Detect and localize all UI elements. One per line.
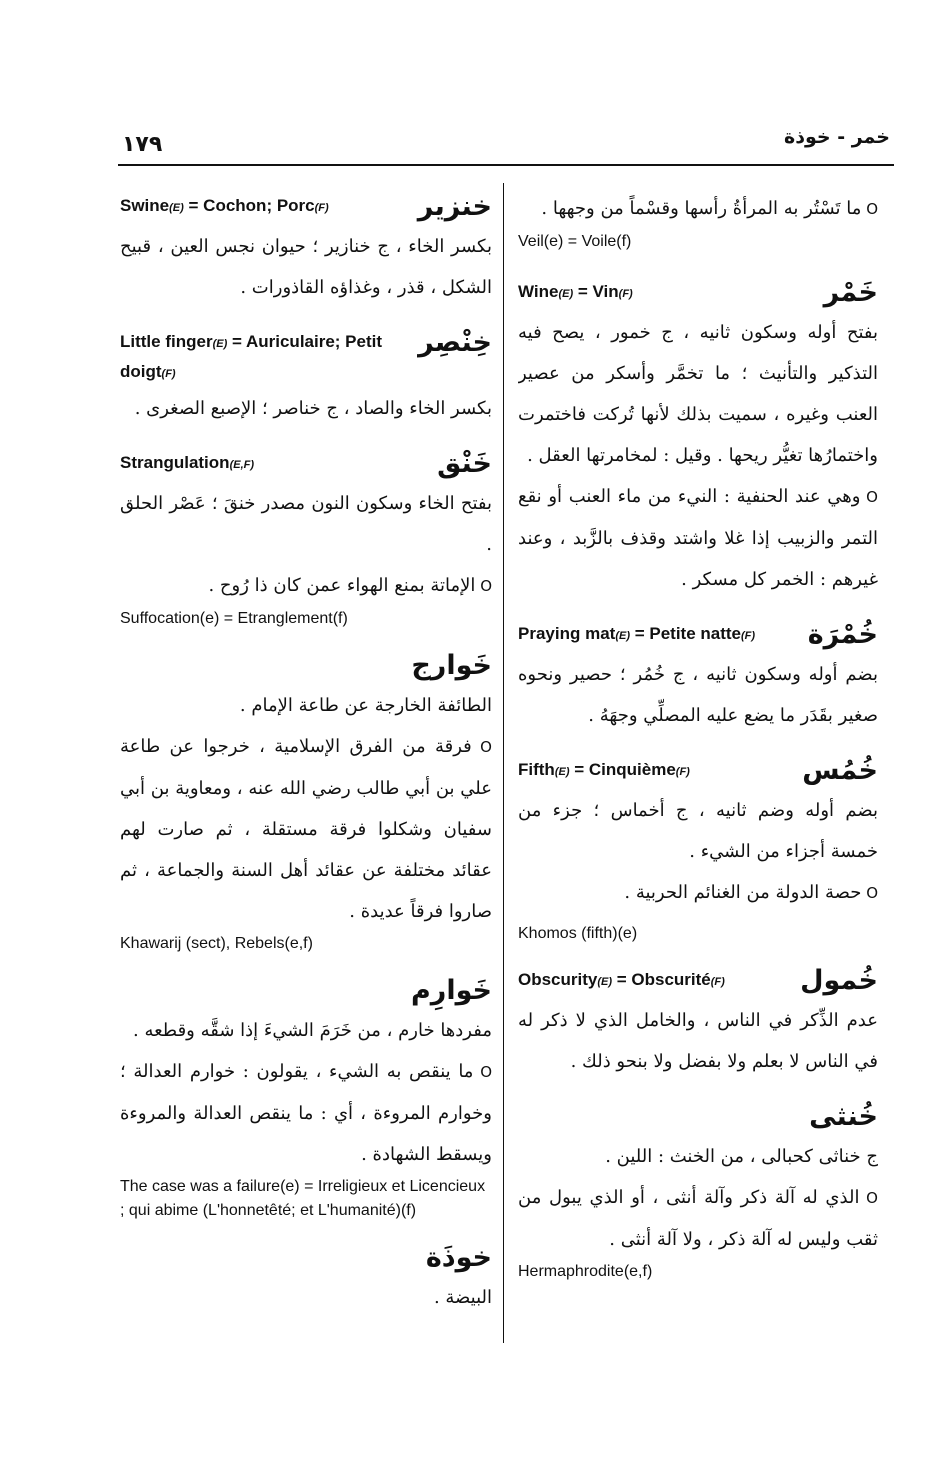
entry-paragraph: O حصة الدولة من الغنائم الحربية . bbox=[624, 882, 878, 903]
entry-headword: خَمْر bbox=[823, 277, 878, 308]
entry-translation: Khawarij (sect), Rebels(e,f) bbox=[120, 935, 313, 952]
entry-paragraph: مفردها خارم ، من خَرَمَ الشيءَ إذا شقَّه وقطعه . bbox=[133, 1020, 492, 1041]
entry-khinzir bbox=[120, 188, 492, 308]
entry-paragraph: O الذي له آلة ذكر وآلة أنثى ، أو الذي يبول من ثقب وليس له آلة ذكر ، ولا آلة أنثى . bbox=[518, 1187, 878, 1250]
page-header bbox=[118, 120, 894, 166]
entry-paragraph: بضم أوله وسكون ثانيه ، ج خُمُر ؛ حصير ونحوه صغير بقَدَر ما يضع عليه المصلِّي وجهَهُ . bbox=[518, 664, 878, 726]
entry-khinsir bbox=[120, 324, 492, 429]
entry-equivalent: Swine(E) = Cochon; Porc(F) bbox=[120, 196, 329, 215]
entry-paragraph: بكسر الخاء والصاد ، ج خناصر ؛ الإصبع الصغرى . bbox=[134, 398, 492, 419]
entry-translation: Khomos (fifth)(e) bbox=[518, 925, 638, 942]
entry-headword: خِنْصِر bbox=[418, 327, 492, 358]
entry-paragraph: البيضة . bbox=[433, 1287, 492, 1308]
entry-translation: The case was a failure(e) = Irreligieux et Licencieux ; qui abime (L'honnetêté; et L'humanité)(f) bbox=[120, 1178, 486, 1219]
entry-headword: خنزير bbox=[417, 191, 492, 222]
entry-khawarim bbox=[120, 972, 492, 1223]
entry-paragraph: O الإماتة بمنع الهواء عمن كان ذا رُوح . bbox=[208, 575, 492, 596]
entry-paragraph: O فرقة من الفرق الإسلامية ، خرجوا عن طاعة علي بن أبي طالب رضي الله عنه ، ومعاوية بن أبي سفيان وشكلوا فرقة مستقلة ، ثم صارت لهم عقائد مختلفة عن عقائد أهل السنة والجماعة ، ثم صاروا فرقاً عديدة . bbox=[120, 736, 492, 922]
entry-headword: خوذَة bbox=[425, 1242, 492, 1273]
entry-equivalent: Fifth(E) = Cinquième(F) bbox=[518, 760, 690, 779]
entry-headword: خَنْق bbox=[437, 448, 492, 479]
entry-headword: خُمْرَة bbox=[807, 619, 878, 650]
column-divider bbox=[503, 183, 504, 1343]
entry-headword: خَوارِم bbox=[411, 975, 492, 1006]
entry-paragraph: بكسر الخاء ، ج خنازير ؛ حيوان نجس العين ، قبيح الشكل ، قذر ، وغذاؤه القاذورات . bbox=[120, 236, 492, 298]
entry-equivalent: Wine(E) = Vin(F) bbox=[518, 282, 633, 301]
entry-equivalent: Strangulation(E,F) bbox=[120, 453, 255, 472]
entry-khamr bbox=[518, 274, 878, 600]
entry-continuation bbox=[518, 188, 878, 254]
entry-translation: Suffocation(e) = Etranglement(f) bbox=[120, 610, 348, 627]
entry-paragraph: O ما ينقص به الشيء ، يقولون : خوارم العدالة ؛ وخوارم المروءة ، أي : ما ينقص العدالة والمروءة ويسقط الشهادة . bbox=[120, 1061, 492, 1165]
entry-paragraph: بضم أوله وضم ثانيه ، ج أخماس ؛ جزء من خمسة أجزاء من الشيء . bbox=[518, 800, 878, 862]
entry-khudha bbox=[120, 1239, 492, 1318]
entry-paragraph: عدم الذِّكر في الناس ، والخامل الذي لا ذكر له في الناس لا بعلم ولا بفضل ولا بنحو ذلك . bbox=[518, 1010, 878, 1072]
entry-equivalent: Little finger(E) = Auriculaire; Petit doigt(F) bbox=[120, 332, 383, 381]
entry-headword: خُمُس bbox=[802, 755, 878, 786]
entry-paragraph: بفتح أوله وسكون ثانيه ، ج خمور ، يصح فيه التذكير والتأنيث ؛ ما تخمَّر وأسكر من عصير العنب وغيره ، سميت بذلك لأنها تُركت فاختمرت واختمارُها تغيُّر ريحها . وقيل : لمخامرتها العقل . bbox=[518, 322, 878, 466]
page-number: ١٧٩ bbox=[122, 132, 163, 157]
right-column bbox=[518, 188, 878, 1300]
left-column bbox=[120, 188, 492, 1334]
running-head: خمر - خوذة bbox=[784, 126, 890, 148]
entry-translation: Veil(e) = Voile(f) bbox=[518, 233, 632, 250]
entry-headword: خُمول bbox=[800, 965, 878, 996]
entry-translation: Hermaphrodite(e,f) bbox=[518, 1263, 653, 1280]
entry-headword: خُنثى bbox=[809, 1101, 878, 1132]
entry-headword: خَوارج bbox=[411, 650, 492, 681]
entry-paragraph: O ما تَسْتُر به المرأةُ رأسها وقسْماً من وجهها . bbox=[541, 198, 878, 219]
entry-paragraph: ج خناثى كحبالى ، من الخنث : اللين . bbox=[605, 1146, 878, 1167]
entry-paragraph: O وهي عند الحنفية : النيء من ماء العنب أو نقع التمر والزبيب إذا غلا واشتد وقذف بالزَّبد ، وعند غيرهم : الخمر كل مسكر . bbox=[518, 486, 878, 590]
entry-khumra bbox=[518, 616, 878, 736]
entry-khumus bbox=[518, 752, 878, 946]
entry-khuntha bbox=[518, 1098, 878, 1284]
entry-khumul bbox=[518, 962, 878, 1082]
entry-khawarij bbox=[120, 647, 492, 956]
entry-paragraph: بفتح الخاء وسكون النون مصدر خنقَ ؛ عَصْر الحلق . bbox=[120, 493, 492, 555]
entry-equivalent: Obscurity(E) = Obscurité(F) bbox=[518, 970, 725, 989]
entry-paragraph: الطائفة الخارجة عن طاعة الإمام . bbox=[239, 695, 492, 716]
entry-khanq bbox=[120, 445, 492, 631]
entry-equivalent: Praying mat(E) = Petite natte(F) bbox=[518, 624, 756, 643]
